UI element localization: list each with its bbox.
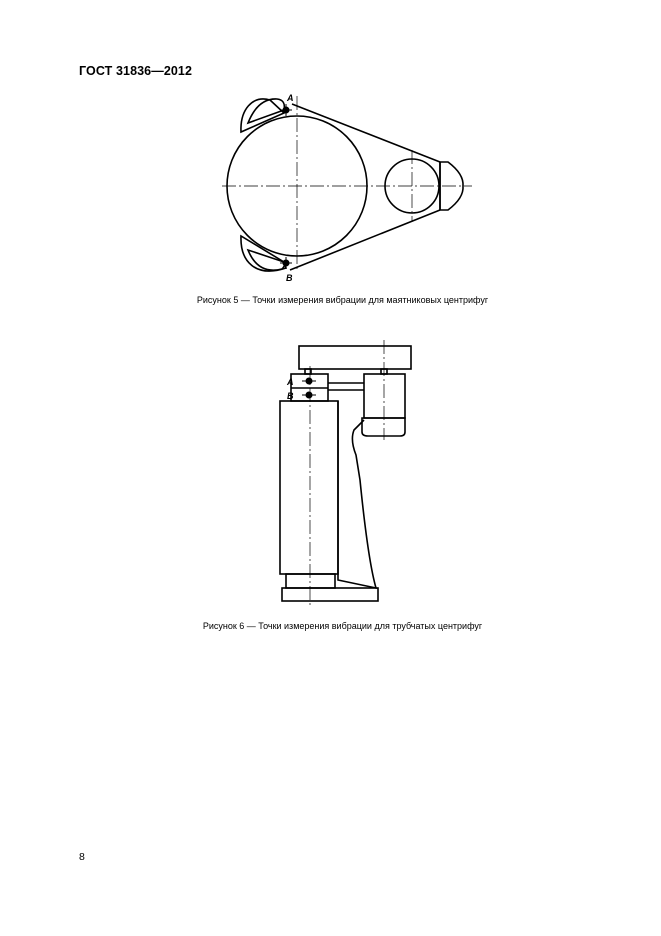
document-header: ГОСТ 31836—2012 bbox=[79, 64, 193, 78]
fig5-label-b: B bbox=[286, 273, 293, 283]
top-bracket bbox=[241, 99, 284, 132]
fig5-label-a: A bbox=[287, 93, 294, 103]
fig6-label-b: B bbox=[287, 391, 294, 401]
frame-column bbox=[338, 401, 376, 588]
fig6-label-a: A bbox=[287, 377, 294, 387]
base-plate bbox=[282, 588, 378, 601]
figure-5-caption: Рисунок 5 — Точки измерения вибрации для маятниковых центрифуг bbox=[196, 295, 489, 305]
rotor-housing bbox=[280, 401, 338, 574]
page-number: 8 bbox=[79, 851, 85, 863]
belt-upper bbox=[292, 104, 440, 162]
motor bbox=[364, 374, 405, 418]
top-frame bbox=[299, 346, 411, 369]
figure-6-caption: Рисунок 6 — Точки измерения вибрации для трубчатых центрифуг bbox=[202, 621, 483, 631]
belt-lower bbox=[290, 210, 440, 270]
